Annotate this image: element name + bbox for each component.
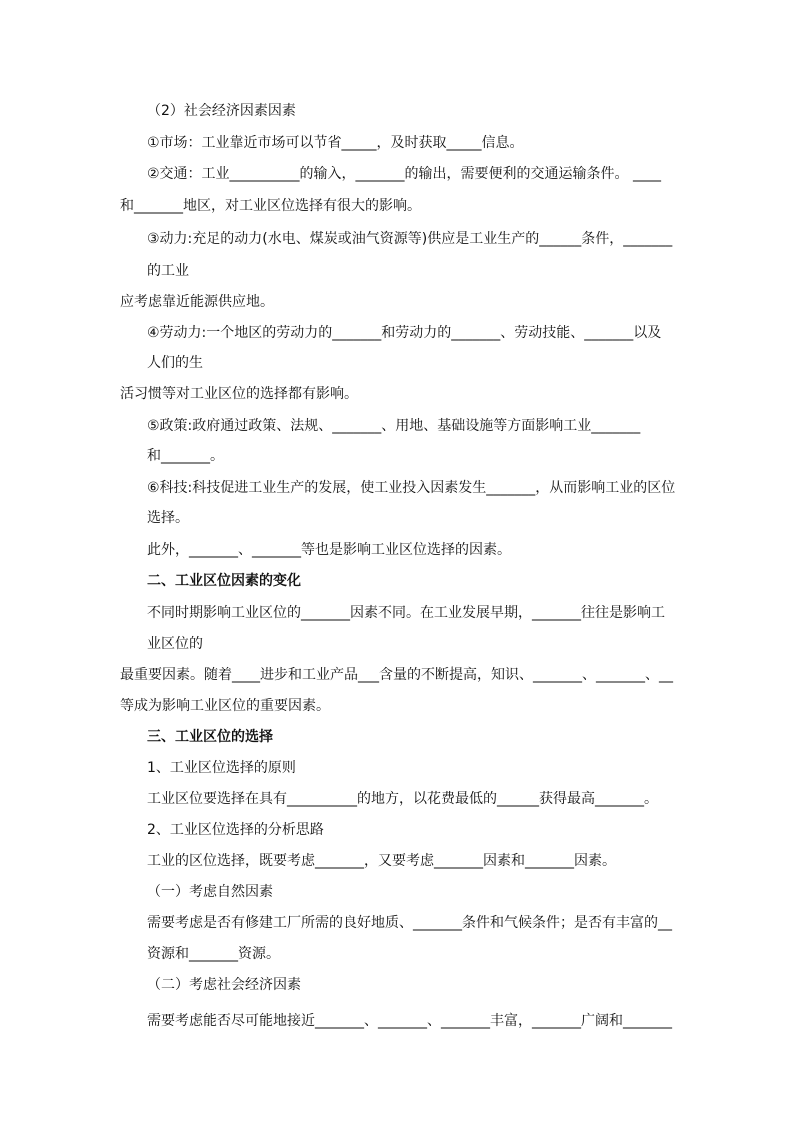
- item-power-cont: 的工业: [147, 263, 189, 279]
- section-heading-socioeconomic: （2）社会经济因素因素: [147, 103, 296, 119]
- item-technology: ⑥科技:科技促进工业生产的发展，使工业投入因素发生_______，从而影响工业的区位: [147, 480, 676, 496]
- item-policy: ⑤政策:政府通过政策、法规、_______、用地、基础设施等方面影响工业_______: [147, 418, 641, 434]
- subheading-principle: 1、工业区位选择的原则: [147, 760, 296, 776]
- paragraph-other-factors: 此外，_______、_______等也是影响工业区位选择的因素。: [147, 542, 511, 558]
- paragraph-principle: 工业区位要选择在具有__________的地方，以花费最低的______获得最高_______。: [147, 791, 658, 807]
- item-policy-cont: 和_______。: [147, 448, 224, 464]
- paragraph-analysis: 工业的区位选择，既要考虑_______，又要考虑_______因素和_______因素。: [147, 853, 616, 869]
- paragraph-factor-change-cont2: 最重要因素。随着____进步和工业产品___含量的不断提高，知识、_______、_______、__: [120, 667, 673, 683]
- subheading-natural-factors: （一）考虑自然因素: [147, 884, 273, 900]
- section-heading-location-choice: 三、工业区位的选择: [147, 729, 273, 745]
- item-labor-cont: 人们的生: [147, 355, 203, 371]
- paragraph-socioeconomic-factors: 需要考虑能否尽可能地接近_______、_______、_______丰富，_______广阔和_______: [147, 1013, 672, 1029]
- item-transport: ②交通：工业__________的输入，_______的输出，需要便利的交通运输条件。 ____: [147, 166, 661, 182]
- item-labor: ④劳动力:一个地区的劳动力的_______和劳动力的_______、劳动技能、_______以及: [147, 325, 662, 341]
- paragraph-factor-change-cont: 业区位的: [147, 636, 203, 652]
- item-power-cont2: 应考虑靠近能源供应地。: [120, 294, 274, 310]
- paragraph-factor-change-cont3: 等成为影响工业区位的重要因素。: [120, 698, 330, 714]
- subheading-socioeconomic-factors: （二）考虑社会经济因素: [147, 977, 301, 993]
- paragraph-factor-change: 不同时期影响工业区位的_______因素不同。在工业发展早期，_______往往是影响工: [147, 605, 665, 621]
- paragraph-natural-factors: 需要考虑是否有修建工厂所需的良好地质、_______条件和气候条件；是否有丰富的__: [147, 915, 672, 931]
- section-heading-factor-change: 二、工业区位因素的变化: [147, 573, 301, 589]
- paragraph-natural-factors-cont: 资源和_______资源。: [147, 946, 280, 962]
- subheading-analysis: 2、工业区位选择的分析思路: [147, 822, 324, 838]
- item-transport-cont: 和_______地区，对工业区位选择有很大的影响。: [120, 198, 421, 214]
- item-technology-cont: 选择。: [147, 510, 189, 526]
- item-market: ①市场：工业靠近市场可以节省_____，及时获取_____信息。: [147, 135, 524, 151]
- item-power: ③动力:充足的动力(水电、煤炭或油气资源等)供应是工业生产的______条件，_______: [147, 231, 673, 247]
- item-labor-cont2: 活习惯等对工业区位的选择都有影响。: [120, 386, 358, 402]
